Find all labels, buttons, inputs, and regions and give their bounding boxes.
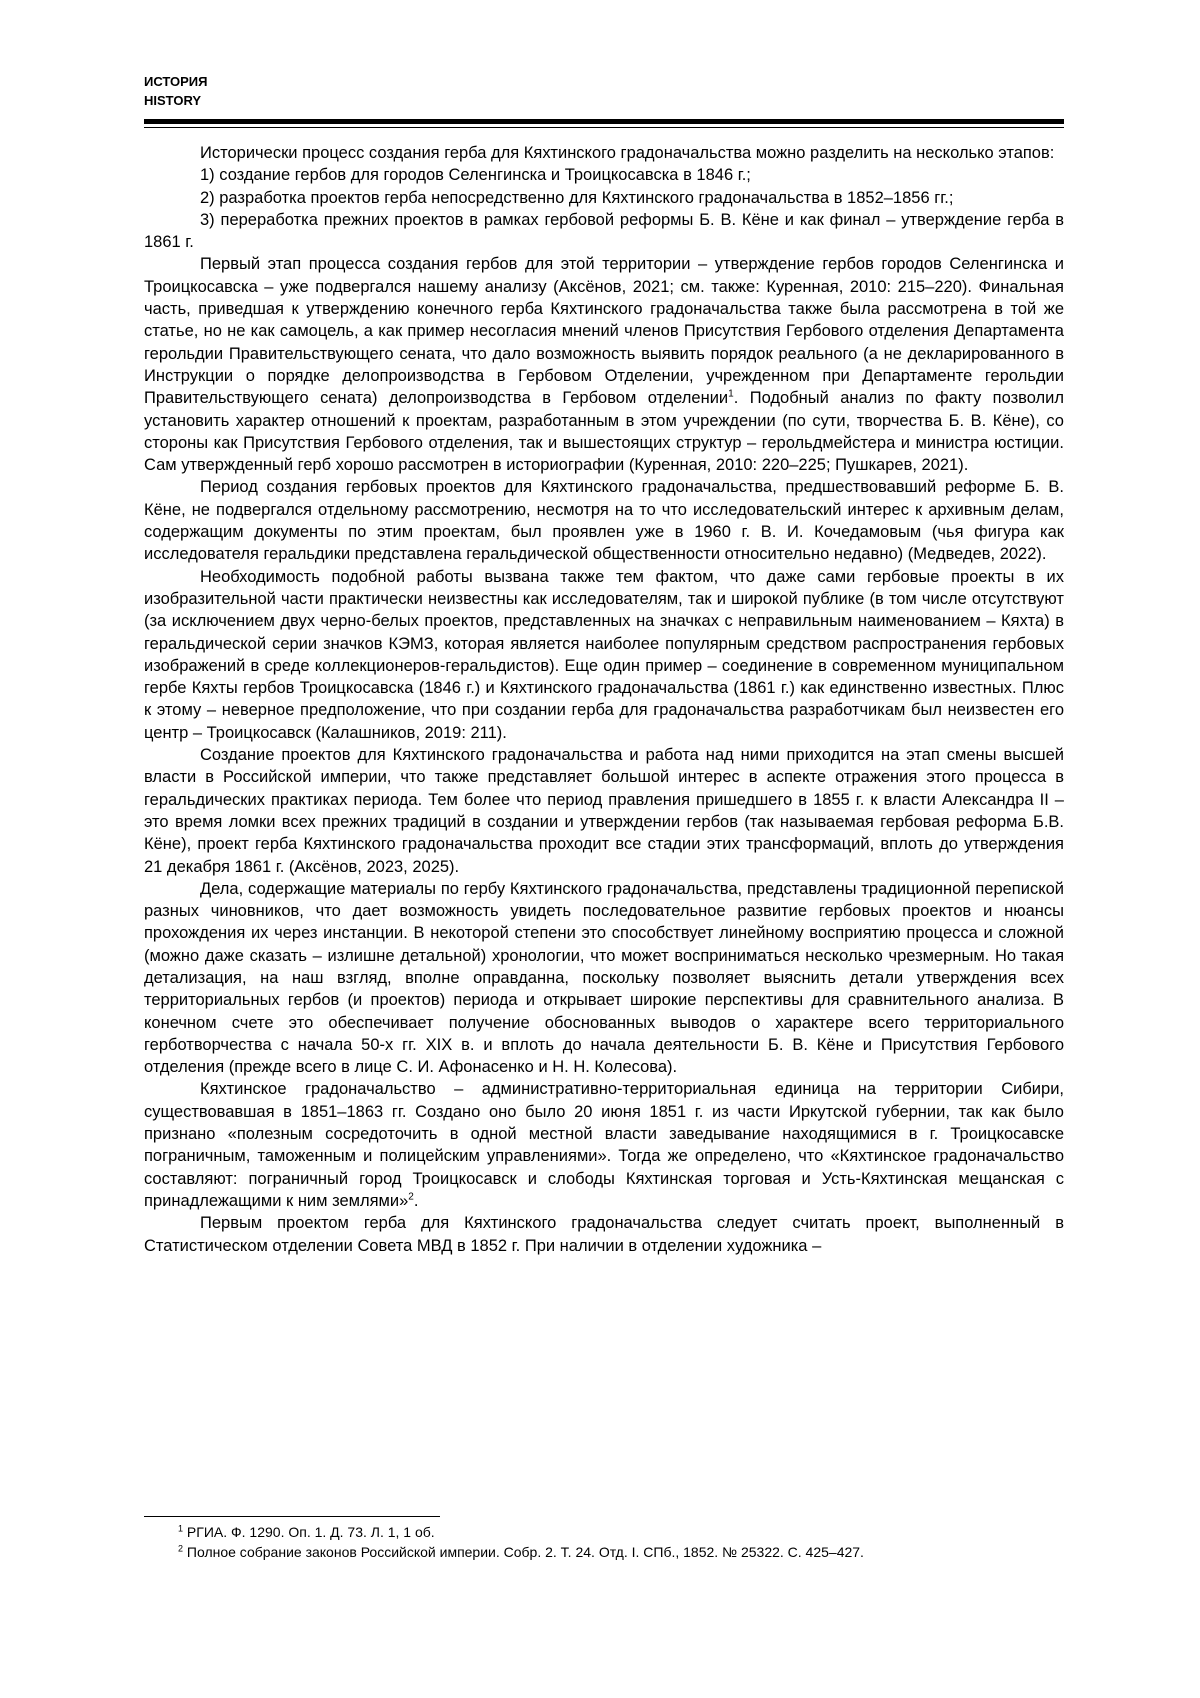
list-item: 3) переработка прежних проектов в рамках гербовой реформы Б. В. Кёне и как финал – утверждение герба в 1861 г.: [144, 210, 1064, 252]
paragraph: Дела, содержащие материалы по гербу Кяхтинского градоначальства, представлены традиционной перепиской разных чиновников, что дает возможность увидеть последовательное развитие гербовых проектов и нюансы прохождения их через инстанции. В некоторой степени это способствует линейному восприятию процесса и сложной (можно даже сказать – излишне детальной) хронологии, что может восприниматься несколько чрезмерным. Но такая детализация, на наш взгляд, вполне оправданна, поскольку позволяет выяснить детали утверждения всех территориальных гербов (и проектов) периода и открывает широкие перспективы для сравнительного анализа. В конечном счете это обеспечивает получение обоснованных выводов о характере всего территориального герботворчества с начала 50-х гг. XIX в. и вплоть до начала деятельности Б. В. Кёне и Присутствия Гербового отделения (прежде всего в лице С. И. Афонасенко и Н. Н. Колесова).: [144, 879, 1064, 1077]
list-item: 1) создание гербов для городов Селенгинска и Троицкосавска в 1846 г.;: [200, 166, 751, 185]
paragraph-text-tail: .: [413, 1191, 419, 1210]
paragraph: Необходимость подобной работы вызвана также тем фактом, что даже сами гербовые проекты в их изобразительной части практически неизвестны как исследователям, так и широкой публике (в том числе отсутствуют (за исключением двух черно-белых проектов, представленных на значках с неправильным наименованием – Кяхта) в геральдической серии значков КЭМЗ, которая является наиболее популярным средством распространения гербовых изображений в среде коллекционеров-геральдистов). Еще один пример – соединение в современном муниципальном гербе Кяхты гербов Троицкосавска (1846 г.) и Кяхтинского градоначальства (1861 г.) как единственно известных. Плюс к этому – неверное предположение, что при создании герба для градоначальства разработчикам был неизвестен его центр – Троицкосавск (Калашников, 2019: 211).: [144, 567, 1064, 742]
footnote: [144, 1522, 1064, 1542]
footnote-text: РГИА. Ф. 1290. Оп. 1. Д. 73. Л. 1, 1 об.: [186, 1524, 435, 1540]
footnote-ref: 2: [408, 1191, 414, 1203]
footnote-divider: [144, 1516, 440, 1517]
paragraph: Исторически процесс создания герба для Кяхтинского градоначальства можно разделить на несколько этапов:: [200, 144, 1055, 162]
header-rule-thick: [144, 119, 1064, 124]
footnote-text: Полное собрание законов Российской империи. Собр. 2. Т. 24. Отд. I. СПб., 1852. № 25322. С. 425–427.: [186, 1544, 864, 1560]
list-item: 2) разработка проектов герба непосредственно для Кяхтинского градоначальства в 1852–1856 гг.;: [200, 188, 954, 207]
paragraph: Первым проектом герба для Кяхтинского градоначальства следует считать проект, выполненный в Статистическом отделении Совета МВД в 1852 г. При наличии в отделении художника –: [144, 1214, 1064, 1255]
header-rule-thin: [144, 127, 1064, 128]
paragraph: [144, 1078, 1064, 1212]
footnote-number: 1: [178, 1523, 184, 1534]
running-header: [144, 72, 208, 110]
footnote-number: 2: [178, 1543, 184, 1554]
paragraph: [144, 253, 1064, 476]
paragraph: Создание проектов для Кяхтинского градоначальства и работа над ними приходится на этап смены высшей власти в Российской империи, что также представляет большой интерес в аспекте отражения этого процесса в геральдических практиках периода. Тем более что период правления пришедшего в 1855 г. к власти Александра II – это время ломки всех прежних традиций в создании и утверждении гербов (так называемая гербовая реформа Б.В. Кёне), проект герба Кяхтинского градоначальства проходит все стадии этих трансформаций, вплоть до утверждения 21 декабря 1861 г. (Аксёнов, 2023, 2025).: [144, 746, 1064, 876]
paragraph-text: Первый этап процесса создания гербов для этой территории – утверждение гербов городов Селенгинска и Троицкосавска – уже подвергался нашему анализу (Аксёнов, 2021; см. также: Куренная, 2010: 215–220). Финальная часть, приведшая к утверждению конечного герба Кяхтинского градоначальства также была рассмотрена в той же статье, но не как самоцель, а как пример несогласия мнений членов Присутствия Гербового отделения Департамента герольдии Правительствующего сената, что дало возможность выявить порядок реального (а не декларированного в Инструкции о порядке делопроизводства в Гербовом Отделении, учрежденном при Департаменте герольдии Правительствующего сената) делопроизводства в Гербовом отделении: [144, 255, 1064, 408]
footnotes: [144, 1522, 1064, 1562]
footnote: [144, 1542, 1064, 1562]
footnote-ref: 1: [728, 388, 734, 400]
section-title-ru: ИСТОРИЯ: [144, 74, 208, 89]
paragraph-text: Кяхтинское градоначальство – административно-территориальная единица на территории Сибири, существовавшая в 1851–1863 гг. Создано оно было 20 июня 1851 г. из части Иркутской губернии, так как было признано «полезным сосредоточить в одной местной власти заведывание находящимися в г. Троицкосавске пограничным, таможенным и полицейским управлениями». Тогда же определено, что «Кяхтинское градоначальство составляют: пограничный город Троицкосавск и слободы Кяхтинская торговая и Усть-Кяхтинская мещанская с принадлежащими к ним землями»: [144, 1080, 1064, 1210]
paragraph: Период создания гербовых проектов для Кяхтинского градоначальства, предшествовавший реформе Б. В. Кёне, не подвергался отдельному рассмотрению, несмотря на то что исследовательский интерес к архивным делам, содержащим документы по этим проектам, был проявлен уже в 1960 г. В. И. Кочедамовым (чья фигура как исследователя геральдики представлена геральдической общественности относительно недавно) (Медведев, 2022).: [144, 478, 1064, 564]
paragraph-text-tail: . Подобный анализ по факту позволил установить характер отношений к проектам, разработанным в этом учреждении (по сути, творчества Б. В. Кёне), со стороны как Присутствия Гербового отделения, так и вышестоящих структур – герольдмейстера и министра юстиции. Сам утвержденный герб хорошо рассмотрен в историографии (Куренная, 2010: 220–225; Пушкарев, 2021).: [144, 389, 1064, 475]
section-title-en: HISTORY: [144, 93, 202, 108]
article-body: [144, 142, 1064, 1257]
